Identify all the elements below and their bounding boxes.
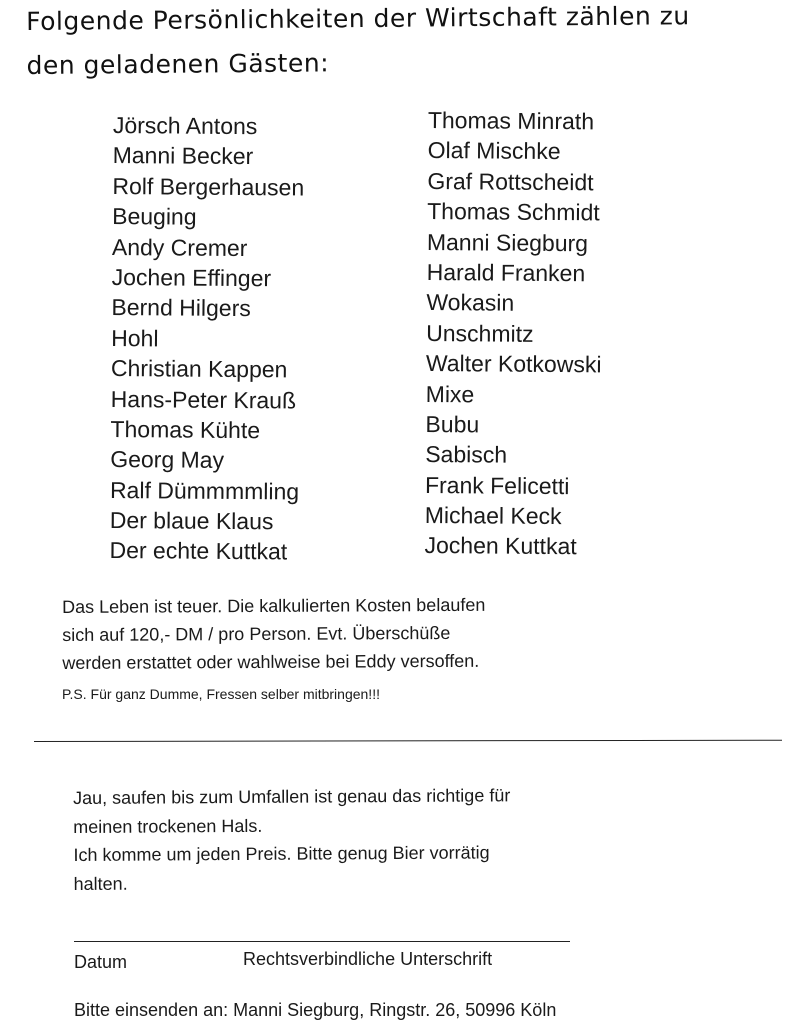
guest-name: Unschmitz	[426, 319, 534, 347]
guest-name: Georg May	[110, 446, 225, 474]
guest-name: Jörsch Antons	[112, 111, 258, 140]
guest-name: Beuging	[112, 203, 197, 230]
guest-name: Thomas Minrath	[427, 106, 595, 135]
signature-line[interactable]	[74, 941, 570, 942]
reply-line-3: Ich komme um jeden Preis. Bitte genug Bier vorrätig	[73, 842, 490, 865]
reply-line-4: halten.	[73, 873, 128, 894]
guest-name: Hohl	[111, 324, 159, 352]
guest-name: Bernd Hilgers	[111, 294, 251, 322]
guest-name: Der blaue Klaus	[109, 507, 274, 535]
guest-name: Mixe	[425, 380, 475, 407]
guest-list-left	[109, 110, 304, 567]
costs-paragraph	[62, 591, 486, 677]
reply-line-2: meinen trockenen Hals.	[73, 815, 263, 837]
costs-line-2: sich auf 120,- DM / pro Person. Evt. Überschüße	[62, 622, 451, 645]
guest-name: Hans-Peter Krauß	[110, 385, 297, 413]
guest-name: Frank Felicetti	[424, 471, 570, 499]
guest-name: Ralf Dümmmmling	[109, 476, 300, 505]
guest-name: Sabisch	[425, 441, 508, 468]
guest-name: Harald Franken	[426, 258, 586, 287]
reply-line-1: Jau, saufen bis zum Umfallen ist genau das richtige für	[73, 785, 511, 808]
heading-line-1: Folgende Persönlichkeiten der Wirtschaft zählen zu	[26, 1, 690, 36]
guest-name: Andy Cremer	[111, 233, 248, 261]
costs-line-1: Das Leben ist teuer. Die kalkulierten Kosten belaufen	[62, 594, 486, 617]
guest-name: Thomas Schmidt	[427, 198, 600, 226]
reply-text	[73, 781, 511, 898]
guest-name: Wokasin	[426, 289, 515, 317]
heading-line-2: den geladenen Gästen:	[26, 48, 330, 80]
guest-name: Thomas Kühte	[110, 415, 261, 444]
guest-name: Walter Kotkowski	[425, 350, 602, 378]
invitation-heading	[26, 0, 787, 88]
guest-name: Jochen Kuttkat	[424, 532, 577, 560]
guest-name: Rolf Bergerhausen	[112, 172, 305, 201]
guest-name: Bubu	[425, 410, 480, 438]
costs-line-3: werden erstattet oder wahlweise bei Eddy versoffen.	[62, 650, 480, 673]
guest-name: Manni Siegburg	[426, 228, 589, 256]
guest-name: Olaf Mischke	[427, 137, 561, 165]
signature-label: Rechtsverbindliche Unterschrift	[243, 949, 493, 969]
send-to-address: Bitte einsenden an: Manni Siegburg, Ringstr. 26, 50996 Köln	[74, 1000, 557, 1020]
guest-name: Michael Keck	[424, 502, 562, 530]
date-label: Datum	[74, 952, 128, 972]
guest-list-right	[424, 105, 603, 562]
guest-name: Der echte Kuttkat	[109, 537, 288, 565]
postscript: P.S. Für ganz Dumme, Fressen selber mitbringen!!!	[62, 686, 380, 702]
cut-line-divider	[34, 740, 782, 742]
guest-name: Manni Becker	[112, 142, 254, 170]
guest-name: Christian Kappen	[110, 355, 288, 383]
guest-name: Graf Rottscheidt	[427, 167, 594, 196]
guest-name: Jochen Effinger	[111, 263, 272, 292]
